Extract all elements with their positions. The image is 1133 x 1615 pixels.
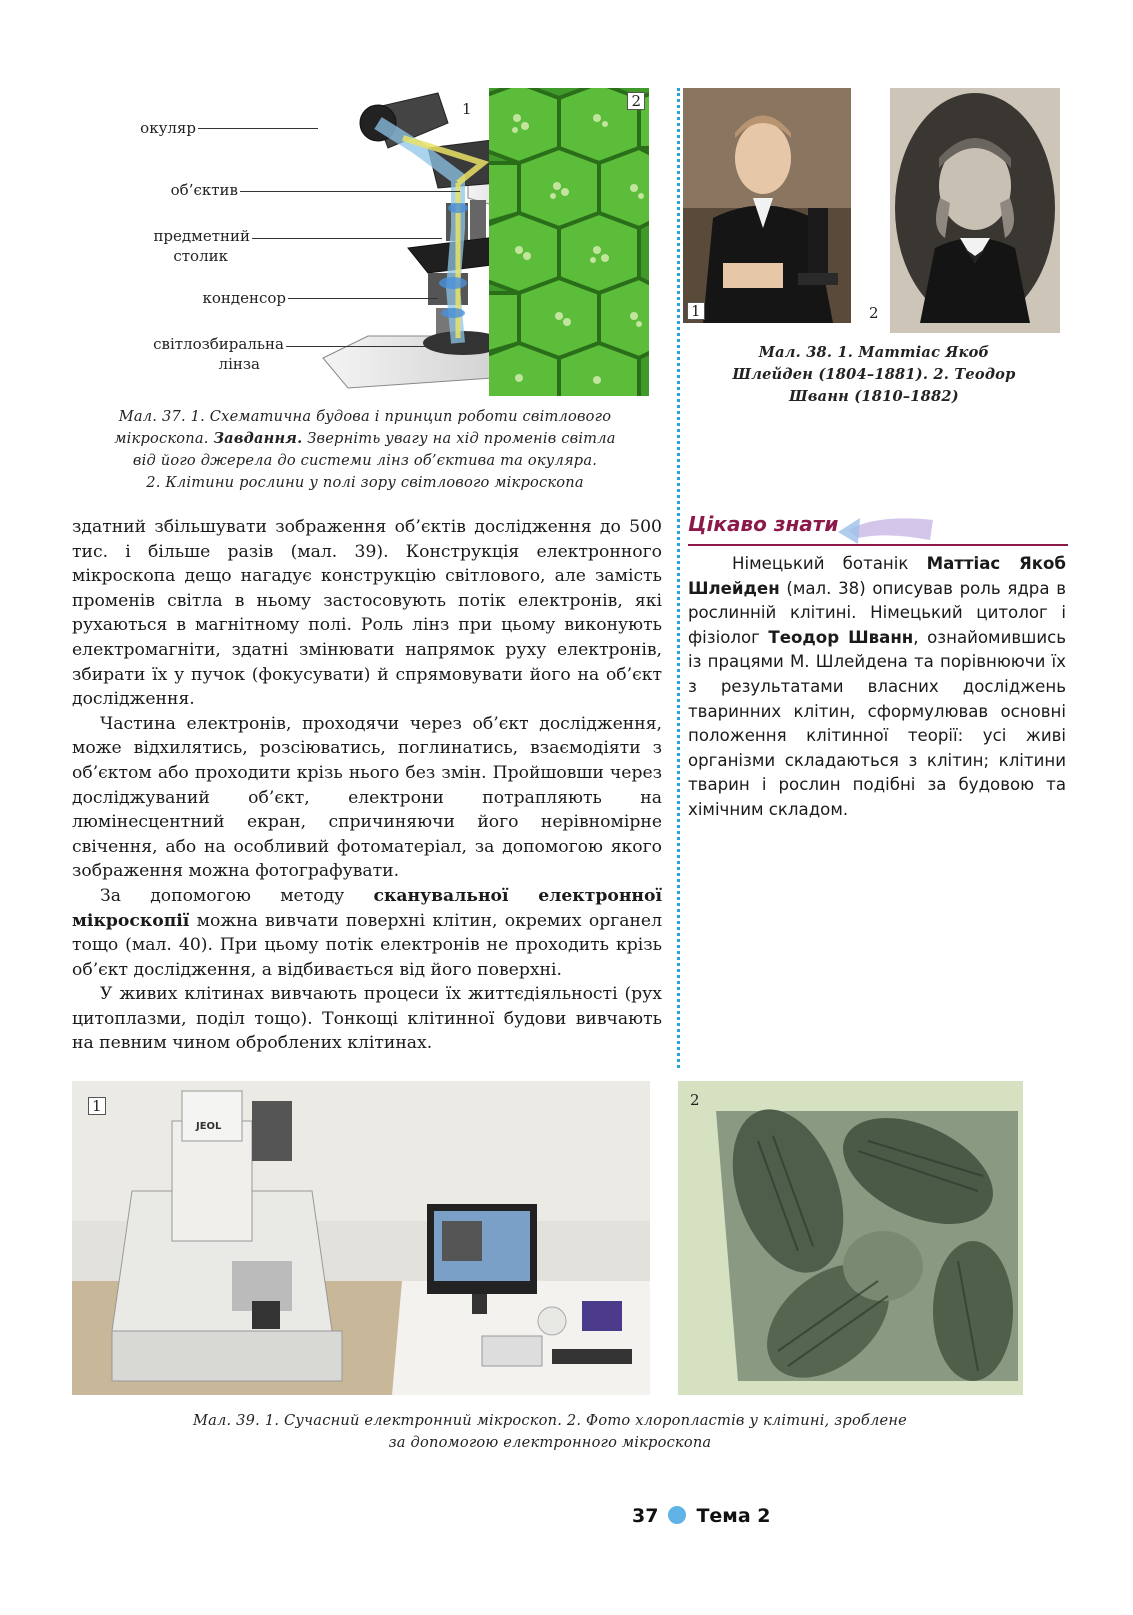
- figure-38-number-2: 2: [869, 304, 879, 322]
- paragraph-text: можна вивчати поверхні клітин, окремих органел тощо (мал. 40). При цьому потік електронів не проходить крізь об’єкт дослідження, а відбивається від його поверхні.: [72, 910, 662, 980]
- label-objective: об’єктив: [170, 181, 238, 199]
- label-lens-line1: світлозбиральна: [153, 335, 284, 353]
- caption-text: мікроскопа.: [114, 430, 214, 447]
- paragraph-text: За допомогою методу: [100, 885, 374, 906]
- figure-37-number-1: 1: [462, 100, 472, 118]
- caption-line: Мал. 37. 1. Схематична будова і принцип роботи світлового: [118, 408, 612, 425]
- figure-39-number-1: 1: [88, 1097, 106, 1115]
- plant-cells-drawing: [489, 88, 649, 396]
- arrow-decoration-icon: [838, 510, 948, 544]
- term-sem: сканувальної електронної мікроскопії: [72, 885, 662, 931]
- portrait-schleiden: [683, 88, 851, 323]
- label-collecting-lens: [128, 334, 284, 374]
- label-stage-line1: предметний: [153, 227, 250, 245]
- paragraph: [72, 884, 662, 982]
- sidebar-text-span: Німецький ботанік: [732, 554, 927, 573]
- electron-microscope-drawing: [72, 1081, 650, 1395]
- figure-39-caption: [80, 1410, 1020, 1454]
- caption-line: [70, 428, 660, 450]
- label-stage: [128, 226, 250, 266]
- leader-line: [288, 298, 438, 299]
- bullet-dot-icon: [668, 1506, 686, 1524]
- page-number: 37: [632, 1505, 659, 1527]
- caption-line: за допомогою електронного мікроскопа: [388, 1434, 712, 1451]
- label-lens-line2: лінза: [218, 355, 260, 373]
- sidebar-text-span: , ознайомившись із працями М. Шлейдена та порівнюючи їх з результатами власних досліджень тваринних клітин, сформулював основні положення клітинної теорії: усі живі організми складаються з клітин; клітини тварин і рослин подібні за будовою та хімічним складом.: [688, 627, 1067, 819]
- name-schwann: Теодор Шванн: [768, 627, 914, 647]
- plant-cells-image: [489, 88, 649, 396]
- sidebar-paragraph: [688, 552, 1066, 823]
- paragraph: здатний збільшувати зображення об’єктів дослідження до 500 тис. і більше разів (мал. 39). Конструкція електронного мікроскопа дещо нагадує конструкцію світлового, але замість променів світла в ньому застосовують потік електронів, які рухаються в магнітному полі. Роль лінз при цьому виконують електромагніти, здатні змінювати напрямок руху електронів, збирати їх у пучок (фокусувати) й спрямовувати його на об’єкт дослідження.: [72, 517, 662, 710]
- leader-line: [252, 238, 442, 239]
- caption-line: Мал. 39. 1. Сучасний електронний мікроскоп. 2. Фото хлоропластів у клітині, зроблене: [192, 1412, 908, 1429]
- sidebar-text-span: (мал. 38) описував роль ядра в рослинній клітині. Німецький цитолог і фізіолог: [688, 578, 1066, 647]
- caption-line: 2. Клітини рослини у полі зору світлового мікроскопа: [146, 474, 584, 491]
- electron-microscope-photo: [72, 1081, 650, 1395]
- sidebar-title: Цікаво знати: [688, 512, 839, 536]
- portrait-schwann: [890, 88, 1060, 333]
- label-condenser: конденсор: [202, 289, 286, 307]
- figure-38-caption: [686, 342, 1062, 408]
- chloroplast-micrograph: [678, 1081, 1023, 1395]
- portrait-schleiden-drawing: [683, 88, 851, 323]
- sidebar-header: [688, 510, 1068, 546]
- caption-task-label: Завдання.: [213, 430, 303, 447]
- microscope-brand-label: JEOL: [196, 1121, 222, 1132]
- name-schleiden: Маттіас Якоб Шлейден: [688, 554, 1066, 598]
- topic-label: Тема 2: [696, 1505, 771, 1527]
- portrait-schwann-drawing: [890, 88, 1060, 333]
- label-eyepiece: окуляр: [140, 119, 196, 137]
- chloroplast-drawing: [678, 1081, 1023, 1395]
- column-divider: [677, 88, 680, 1068]
- leader-line: [240, 191, 460, 192]
- caption-text: Зверніть увагу на хід променів світла: [302, 430, 616, 447]
- figure-38-number-1: 1: [687, 302, 705, 320]
- paragraph: У живих клітинах вивчають процеси їх життєдіяльності (рух цитоплазми, поділ тощо). Тонкощі клітинної будови вивчають на певним чином оброблених клітинах.: [72, 984, 662, 1054]
- leader-line: [286, 346, 446, 347]
- caption-line: Шванн (1810–1882): [789, 388, 959, 405]
- caption-line: Шлейден (1804–1881). 2. Теодор: [732, 366, 1016, 383]
- sidebar-underline: [688, 544, 1068, 546]
- figure-39-number-2: 2: [690, 1091, 700, 1109]
- caption-line: від його джерела до системи лінз об’єктива та окуляра.: [132, 452, 598, 469]
- leader-line: [198, 128, 318, 129]
- page-footer: [632, 1505, 771, 1527]
- figure-37-caption: [70, 406, 660, 494]
- main-text: [72, 515, 662, 1056]
- sidebar-text: [688, 552, 1066, 823]
- label-stage-line2: столик: [173, 247, 228, 265]
- figure-37-number-2: 2: [627, 92, 645, 110]
- paragraph: Частина електронів, проходячи через об’єкт дослідження, може відхилятись, розсіюватись, поглинатись, взаємодіяти з об’єктом або проходити крізь нього без змін. Пройшовши через досліджуваний об’єкт, електрони потрапляють на люмінесцентний екран, спричиняючи його нерівномірне свічення, або на особливий фотоматеріал, за допомогою якого зображення можна фотографувати.: [72, 713, 662, 882]
- caption-line: Мал. 38. 1. Маттіас Якоб: [758, 344, 990, 361]
